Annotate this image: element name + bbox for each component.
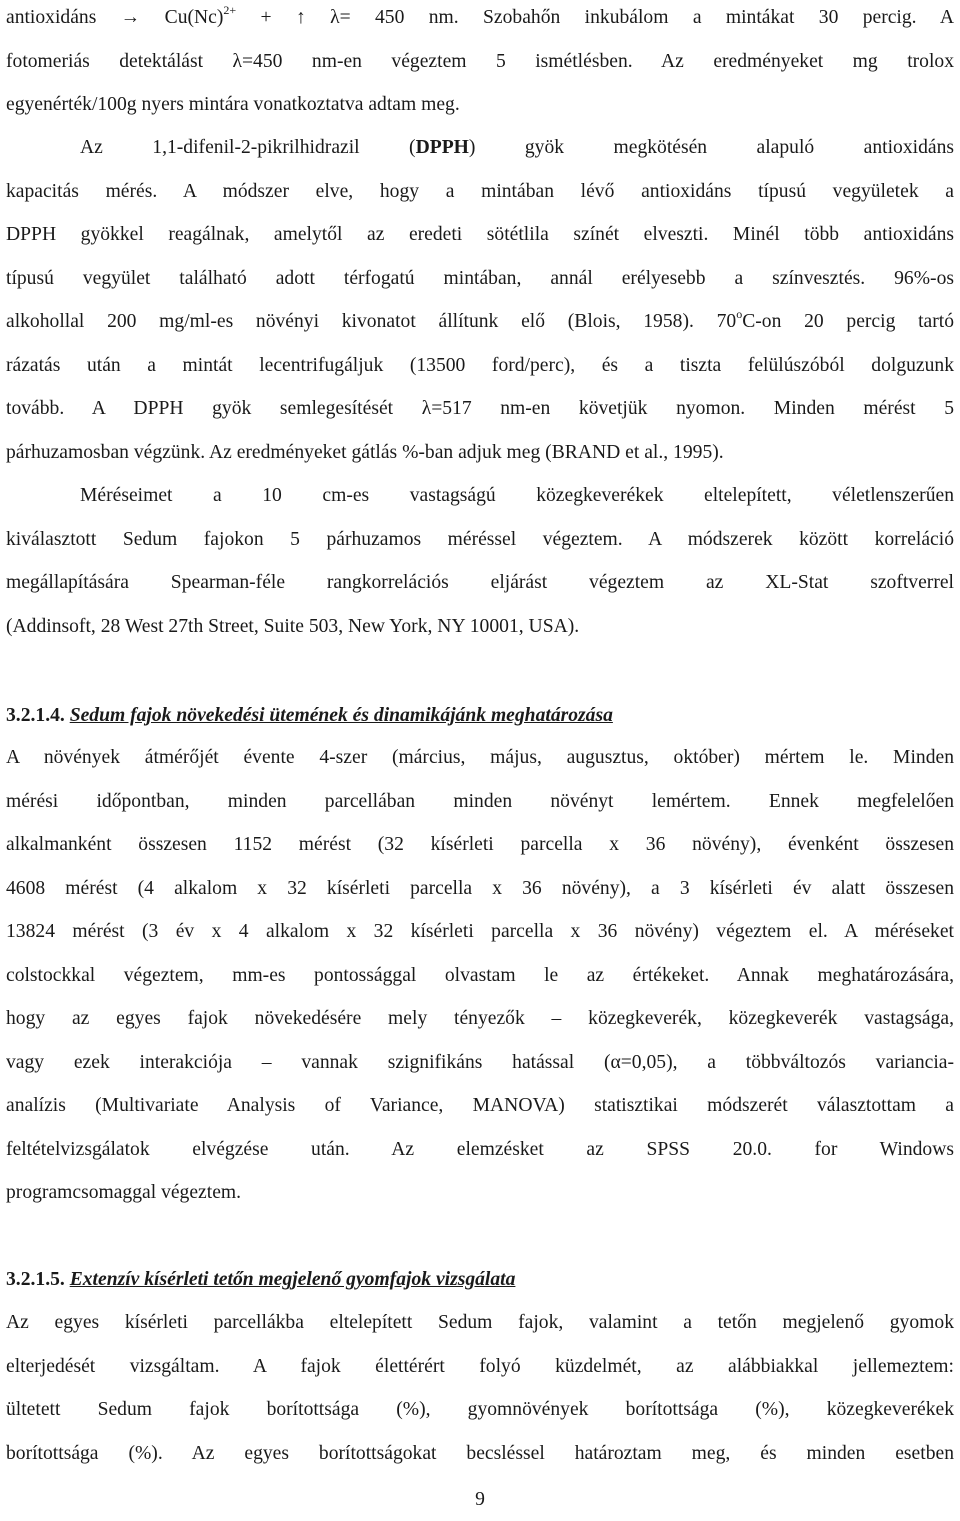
- paragraph-growth-line-8: vagy ezek interakciója – vannak szignifikáns hatással (α=0,05), a többváltozós variancia-: [6, 1051, 954, 1073]
- section-heading-3-2-1-4: [6, 694, 613, 738]
- paragraph-weeds-line-1: Az egyes kísérleti parcellákba eltelepített Sedum fajok, valamint a tetőn megjelenő gyomok: [6, 1312, 954, 1333]
- paragraph-measurements-line-4: (Addinsoft, 28 West 27th Street, Suite 503, New York, NY 10001, USA).: [6, 615, 580, 637]
- paragraph-weeds-line-3: ültetett Sedum fajok borítottsága (%), gyomnövények borítottsága (%), közegkeverékek: [6, 1399, 954, 1420]
- paragraph-1: [6, 0, 954, 127]
- paragraph-weeds: [6, 1301, 954, 1475]
- section-number: 3.2.1.5.: [6, 1269, 65, 1290]
- section-number: 3.2.1.4.: [6, 705, 65, 726]
- paragraph-1-line-3: egyenérték/100g nyers mintára vonatkoztatva adtam meg.: [6, 94, 460, 115]
- paragraph-dpph-line-6: rázatás után a mintát lecentrifugáljuk (13500 ford/perc), és a tiszta felülúszóból dolguzunk: [6, 354, 954, 376]
- section-title: Sedum fajok növekedési ütemének és dinamikájánk meghatározása: [69, 705, 613, 726]
- paragraph-growth-line-10: feltételvizsgálatok elvégzése után. Az elemzésket az SPSS 20.0. for Windows: [6, 1138, 954, 1160]
- section-heading-3-2-1-5: [6, 1258, 515, 1302]
- paragraph-growth-line-3: alkalmanként összesen 1152 mérést (32 kísérleti parcella x 36 növény), évenként összesen: [6, 834, 954, 855]
- paragraph-dpph-line-4: típusú vegyület található adott térfogatú mintában, annál erélyesebb a színvesztés. 96%-os: [6, 267, 954, 289]
- paragraph-measurements: [6, 474, 954, 648]
- paragraph-dpph-line-2: kapacitás mérés. A módszer elve, hogy a mintában lévő antioxidáns típusú vegyületek a: [6, 180, 954, 202]
- paragraph-dpph-line-1: Az 1,1-difenil-2-pikrilhidrazil (DPPH) gyök megkötésén alapuló antioxidáns: [80, 137, 954, 158]
- paragraph-growth-line-2: mérési időpontban, minden parcellában minden növényt lemértem. Ennek megfelelően: [6, 790, 954, 812]
- paragraph-measurements-line-1: Méréseimet a 10 cm-es vastagságú közegkeverékek eltelepített, véletlenszerűen: [80, 485, 954, 506]
- paragraph-growth-line-1: A növények átmérőjét évente 4-szer (március, május, augusztus, október) mértem le. Minden: [6, 747, 954, 768]
- paragraph-growth-line-7: hogy az egyes fajok növekedésére mely tényezők – közegkeverék, közegkeverék vastagsága,: [6, 1008, 954, 1029]
- paragraph-measurements-line-2: kiválasztott Sedum fajokon 5 párhuzamos méréssel végeztem. A módszerek között korreláció: [6, 528, 954, 550]
- paragraph-weeds-line-4: borítottsága (%). Az egyes borítottságokat becsléssel határoztam meg, és minden esetben: [6, 1442, 954, 1464]
- paragraph-measurements-line-3: megállapítására Spearman-féle rangkorrelációs eljárást végeztem az XL-Stat szoftverrel: [6, 572, 954, 593]
- page-number: 9: [475, 1489, 485, 1510]
- paragraph-dpph-line-7: tovább. A DPPH gyök semlegesítését λ=517 nm-en követjük nyomon. Minden mérést 5: [6, 398, 954, 419]
- paragraph-1-line-1: antioxidáns → $Cu(Nc)^{2+}$ + ↑ λ= 450 nm. Szobahőn inkubálom a mintákat 30 percig. A: [6, 3, 954, 28]
- paragraph-dpph-line-8: párhuzamosban végzünk. Az eredményeket gátlás %-ban adjuk meg (BRAND et al., 1995).: [6, 441, 724, 463]
- paragraph-growth: [6, 736, 954, 1215]
- paragraph-growth-line-6: colstockkal végeztem, mm-es pontossággal olvastam le az értékeket. Annak meghatározására,: [6, 964, 954, 986]
- paragraph-growth-line-9: analízis (Multivariate Analysis of Variance, MANOVA) statisztikai módszerét választottam a: [6, 1095, 954, 1116]
- paragraph-1-line-2: fotomeriás detektálást λ=450 nm-en végeztem 5 ismétlésben. Az eredményeket mg trolox: [6, 50, 954, 72]
- paragraph-weeds-line-2: elterjedését vizsgáltam. A fajok élettérért folyó küzdelmét, az alábbiakkal jellemeztem:: [6, 1355, 954, 1377]
- paragraph-dpph-line-3: DPPH gyökkel reagálnak, amelytől az eredeti sötétlila színét elveszti. Minél több antioxidáns: [6, 224, 954, 245]
- paragraph-growth-line-4: 4608 mérést (4 alkalom x 32 kísérleti parcella x 36 növény), a 3 kísérleti év alatt összesen: [6, 877, 954, 899]
- section-title: Extenzív kísérleti tetőn megjelenő gyomfajok vizsgálata: [69, 1269, 516, 1290]
- paragraph-growth-line-11: programcsomaggal végeztem.: [6, 1182, 242, 1203]
- paragraph-dpph: [6, 126, 954, 474]
- paragraph-growth-line-5: 13824 mérést (3 év x 4 alkalom x 32 kísérleti parcella x 36 növény) végeztem el. A méréseket: [6, 921, 954, 942]
- paragraph-dpph-line-5: alkohollal 200 mg/ml-es növényi kivonatot állítunk elő (Blois, 1958). 70$^o$C-on 20 percig tartó: [6, 307, 954, 332]
